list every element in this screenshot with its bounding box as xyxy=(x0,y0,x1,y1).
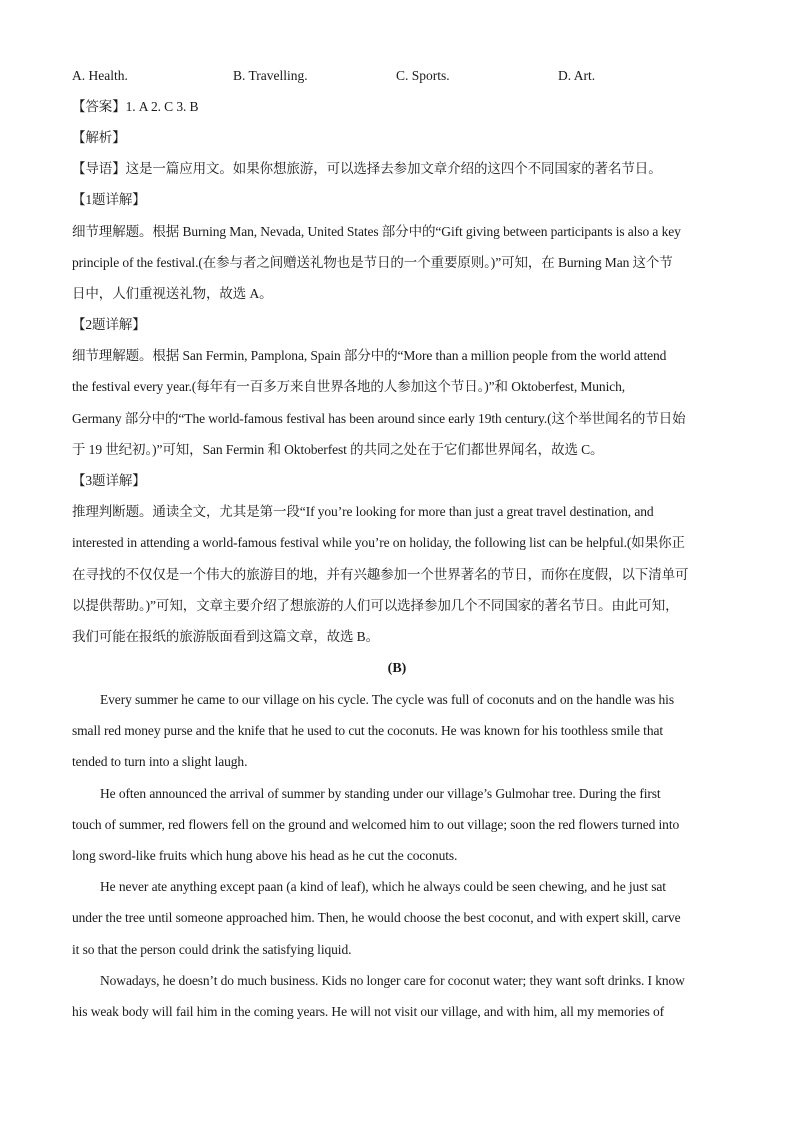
q3-text-line: interested in attending a world-famous festival while you’re on holiday, the following list can be helpful.(如果你正 xyxy=(72,535,685,550)
passage-line: long sword-like fruits which hung above his head as he cut the coconuts. xyxy=(72,848,458,863)
q3-heading: 【3题详解】 xyxy=(72,473,146,488)
q2-heading: 【2题详解】 xyxy=(72,317,146,332)
q1-text-line: principle of the festival.(在参与者之间赠送礼物也是节日的一个重要原则。)”可知，在 Burning Man 这个节 xyxy=(72,255,673,270)
intro-line: 【导语】这是一篇应用文。如果你想旅游，可以选择去参加文章介绍的这四个不同国家的著名节日。 xyxy=(72,161,662,176)
option-c: C. Sports. xyxy=(396,68,450,83)
passage-line: tended to turn into a slight laugh. xyxy=(72,754,248,769)
q2-text-line: 细节理解题。根据 San Fermin, Pamplona, Spain 部分中的“More than a million people from the world attend xyxy=(72,348,667,363)
q3-text-line: 以提供帮助。)”可知，文章主要介绍了想旅游的人们可以选择参加几个不同国家的著名节日。由此可知， xyxy=(72,598,679,613)
analysis-heading: 【解析】 xyxy=(72,130,126,145)
passage-line: Nowadays, he doesn’t do much business. Kids no longer care for coconut water; they want soft drinks. I know xyxy=(100,973,685,988)
passage-line: small red money purse and the knife that he used to cut the coconuts. He was known for his toothless smile that xyxy=(72,723,664,738)
answer-line: 【答案】1. A 2. C 3. B xyxy=(72,99,199,114)
passage-line: it so that the person could drink the satisfying liquid. xyxy=(72,942,352,957)
q1-text-line: 细节理解题。根据 Burning Man, Nevada, United States 部分中的“Gift giving between participants is also a key xyxy=(72,224,681,239)
q2-text-line: 于 19 世纪初。)”可知，San Fermin 和 Oktoberfest 的共同之处在于它们都世界闻名，故选 C。 xyxy=(72,442,604,457)
option-b: B. Travelling. xyxy=(233,68,308,83)
option-d: D. Art. xyxy=(558,68,596,83)
section-b-title: (B) xyxy=(387,661,407,676)
passage-line: his weak body will fail him in the coming years. He will not visit our village, and with him, all my memories of xyxy=(72,1004,665,1019)
q2-text-line: the festival every year.(每年有一百多万来自世界各地的人参加这个节日。)”和 Oktoberfest, Munich, xyxy=(72,379,626,394)
option-a: A. Health. xyxy=(72,68,128,83)
q3-text-line: 在寻找的不仅仅是一个伟大的旅游目的地，并有兴趣参加一个世界著名的节日，而你在度假，以下清单可 xyxy=(72,567,689,582)
q2-text-line: Germany 部分中的“The world-famous festival has been around since early 19th century.(这个举世闻名的节日始 xyxy=(72,411,686,426)
passage-line: He often announced the arrival of summer by standing under our village’s Gulmohar tree. During the first xyxy=(100,786,661,801)
passage-line: under the tree until someone approached him. Then, he would choose the best coconut, and with expert skill, carve xyxy=(72,910,681,925)
q1-text-line: 日中，人们重视送礼物，故选 A。 xyxy=(72,286,273,301)
passage-line: Every summer he came to our village on his cycle. The cycle was full of coconuts and on the handle was his xyxy=(100,692,674,707)
q3-text-line: 推理判断题。通读全文，尤其是第一段“If you’re looking for more than just a great travel destination, and xyxy=(72,504,654,519)
q1-heading: 【1题详解】 xyxy=(72,192,146,207)
passage-line: touch of summer, red flowers fell on the ground and welcomed him to out village; soon the red flowers turned into xyxy=(72,817,680,832)
q3-text-line: 我们可能在报纸的旅游版面看到这篇文章，故选 B。 xyxy=(72,629,379,644)
passage-line: He never ate anything except paan (a kind of leaf), which he always could be seen chewing, and he just sat xyxy=(100,879,666,894)
